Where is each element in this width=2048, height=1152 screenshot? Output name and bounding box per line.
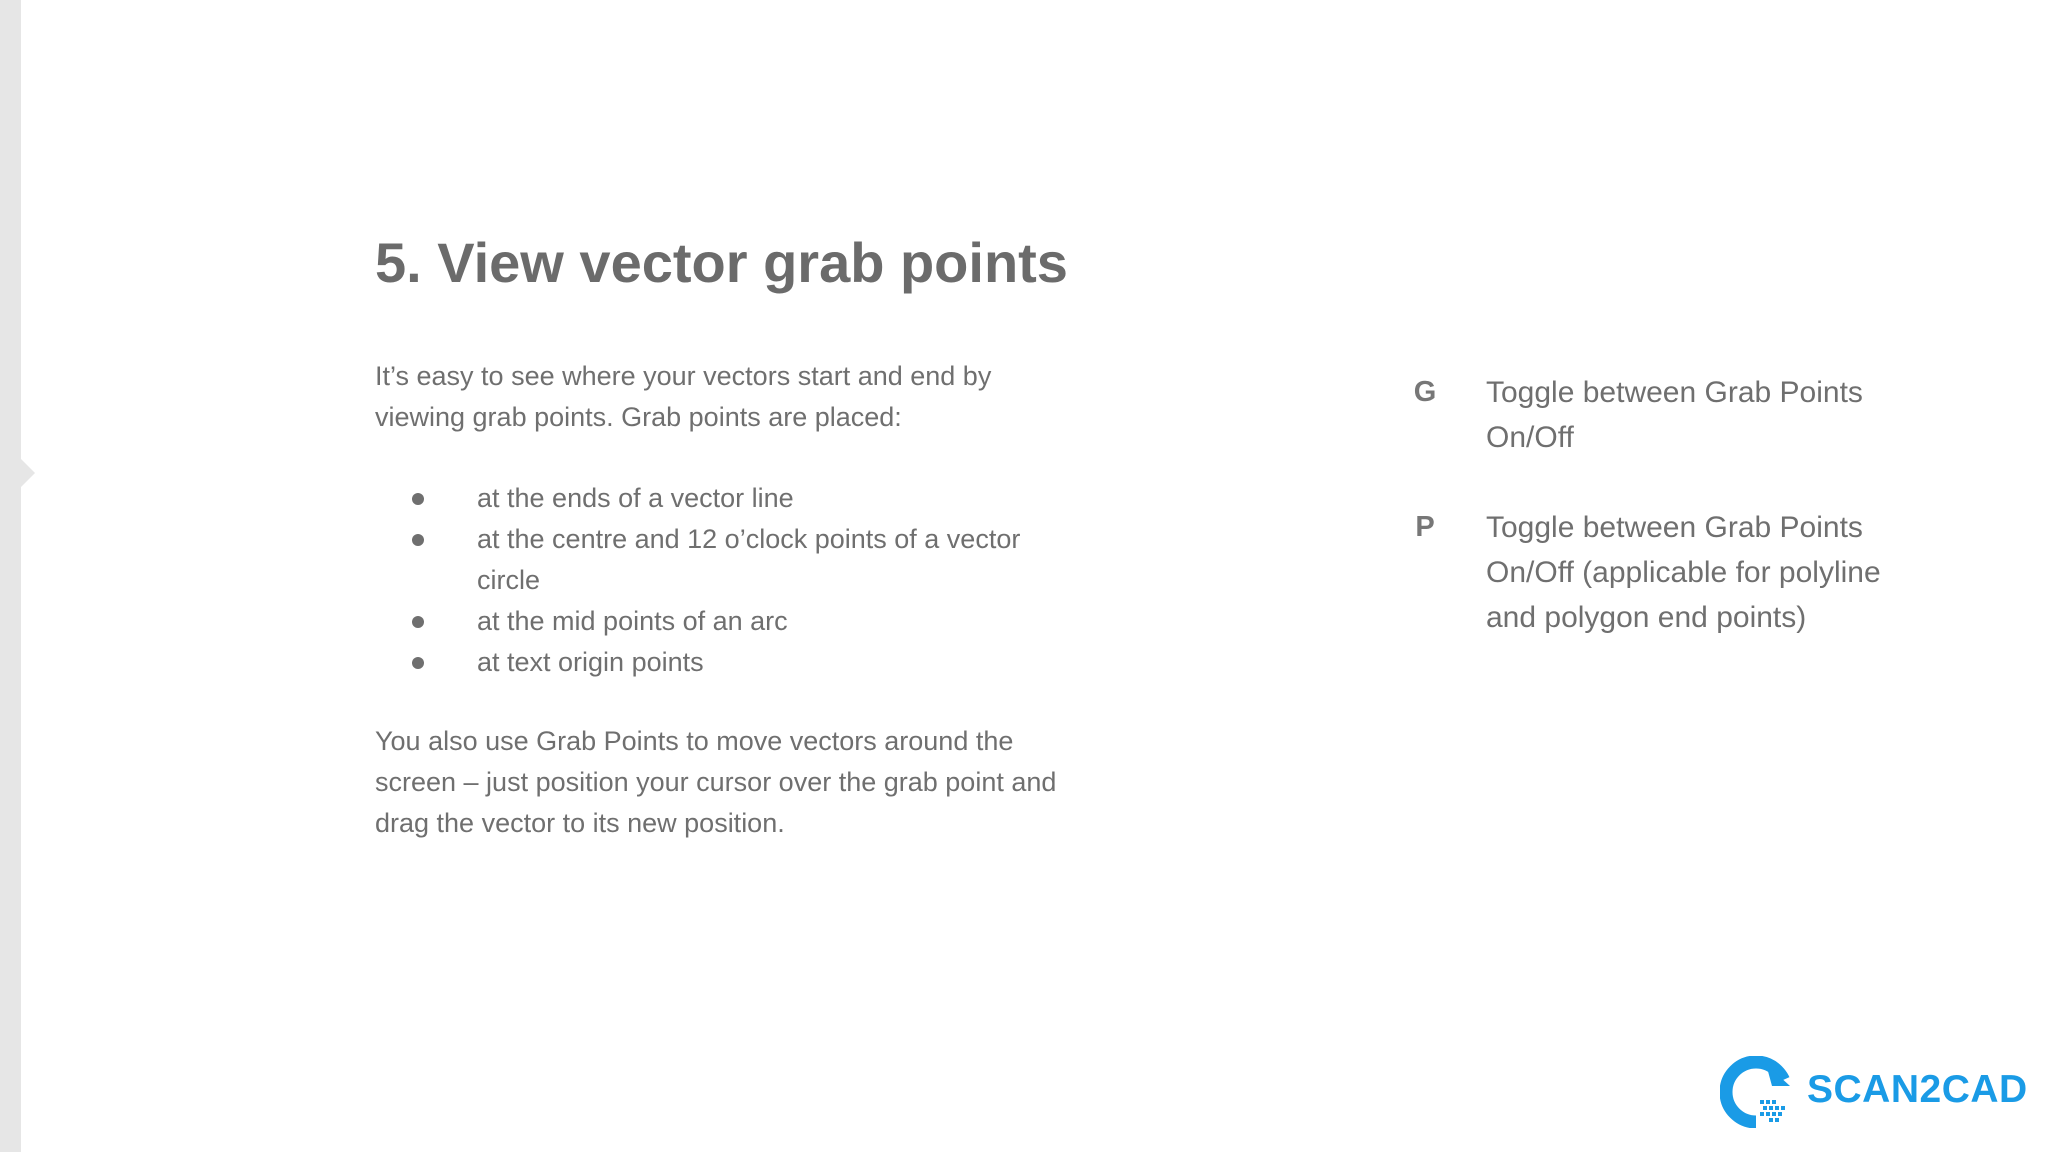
bullet-icon [412,657,424,669]
slide-nav-arrow-icon [21,459,35,487]
scan2cad-logo [1720,1056,2028,1128]
list-item-text: at the centre and 12 o’clock points of a vector circle [477,524,1021,595]
left-rail [0,0,21,1152]
grab-point-list [375,478,1085,683]
list-item [375,519,1085,601]
list-item [375,642,1085,683]
list-item [375,478,1085,519]
closing-paragraph: You also use Grab Points to move vectors around the screen – just position your cursor over the grab point and drag the vector to its new position. [375,726,1057,838]
bullet-icon [412,493,424,505]
shortcut-key: P [1415,511,1435,543]
slide-title: 5. View vector grab points [375,231,1068,294]
scan2cad-logo-text: SCAN2CAD [1807,1068,2028,1111]
shortcut-description: Toggle between Grab Points On/Off [1486,376,1863,454]
list-item [375,601,1085,642]
bullet-icon [412,534,424,546]
list-item-text: at the mid points of an arc [477,606,788,636]
bullet-icon [412,616,424,628]
scan2cad-logo-icon [1720,1056,1792,1128]
list-item-text: at text origin points [477,647,704,677]
shortcut-description: Toggle between Grab Points On/Off (applicable for polyline and polygon end points) [1486,511,1881,634]
list-item-text: at the ends of a vector line [477,483,794,513]
intro-paragraph: It’s easy to see where your vectors start and end by viewing grab points. Grab points are placed: [375,361,992,432]
shortcut-key: G [1413,376,1437,408]
